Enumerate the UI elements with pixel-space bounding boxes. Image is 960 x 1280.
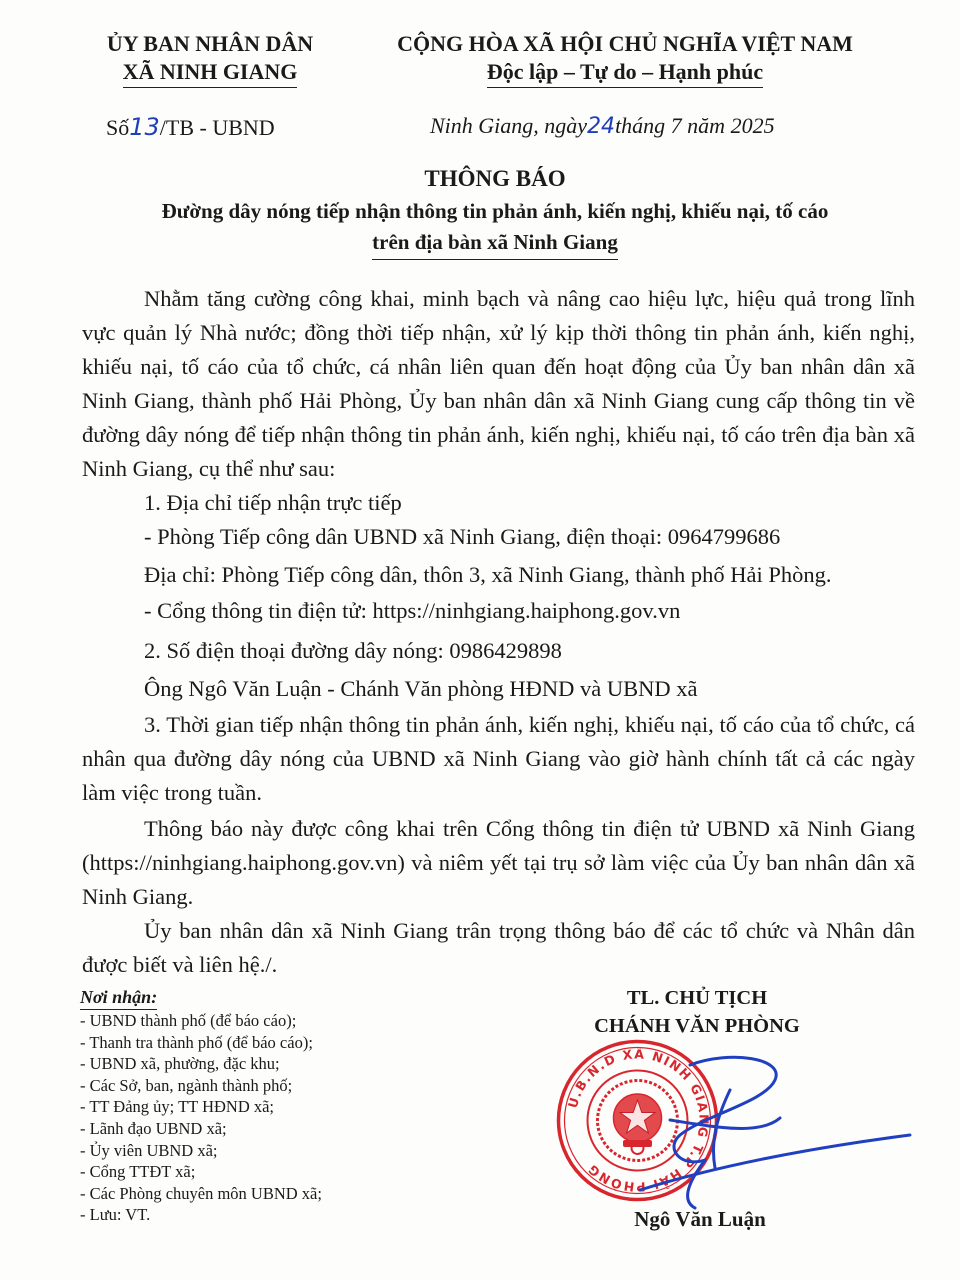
item1-address: Địa chỉ: Phòng Tiếp công dân, thôn 3, xã Ninh Giang, thành phố Hải Phòng. xyxy=(144,562,832,587)
intro-paragraph: Nhằm tăng cường công khai, minh bạch và nâng cao hiệu lực, hiệu quả trong lĩnh vực quản lý Nhà nước; đồng thời tiếp nhận, xử lý kịp thời thông tin phản ánh, kiến nghị, khiếu nại, tố cáo của tổ chức, cá nhân liên quan đến hoạt động của Ủy ban nhân dân xã Ninh Giang, thành phố Hải Phòng, Ủy ban nhân dân xã Ninh Giang cung cấp thông tin về đường dây nóng để tiếp nhận thông tin phản ánh, kiến nghị, khiếu nại, tố cáo trên địa bàn xã Ninh Giang, cụ thể như sau: xyxy=(82,286,915,481)
signature-line-2: CHÁNH VĂN PHÒNG xyxy=(594,1015,800,1037)
seal-ring-text: U.B.N.D XÃ NINH GIANG T.P HẢI PHÒNG xyxy=(564,1046,712,1195)
publish-paragraph: Thông báo này được công khai trên Cổng thông tin điện tử UBND xã Ninh Giang (https://ninhgiang.haiphong.gov.vn) và niêm yết tại trụ sở làm việc của Ủy ban nhân dân xã Ninh Giang. xyxy=(82,816,915,909)
document-number: Số13/TB - UBND xyxy=(106,113,275,141)
signature-title xyxy=(556,984,838,1040)
authority-line-1: ỦY BAN NHÂN DÂN xyxy=(106,31,314,56)
nation-name: CỘNG HÒA XÃ HỘI CHỦ NGHĨA VIỆT NAM xyxy=(397,31,853,56)
handwritten-signature-icon xyxy=(610,1040,920,1220)
document-subtitle xyxy=(60,196,930,260)
handwritten-number: 13 xyxy=(129,113,160,141)
recipient-item: - Lưu: VT. xyxy=(80,1205,151,1225)
recipient-item: - Cổng TTĐT xã; xyxy=(80,1162,196,1182)
recipient-item: - Lãnh đạo UBND xã; xyxy=(80,1118,227,1138)
signature-line-1: TL. CHỦ TỊCH xyxy=(626,987,768,1009)
closing-paragraph: Ủy ban nhân dân xã Ninh Giang trân trọng thông báo để các tổ chức và Nhân dân được biết và liên hệ./. xyxy=(82,918,915,977)
item1-heading: 1. Địa chỉ tiếp nhận trực tiếp xyxy=(144,490,402,515)
recipient-item: - Ủy viên UBND xã; xyxy=(80,1140,218,1160)
document-date: Ninh Giang, ngày24tháng 7 năm 2025 xyxy=(430,113,775,139)
recipients-title: Nơi nhận: xyxy=(80,987,157,1010)
subtitle-line-2: trên địa bàn xã Ninh Giang xyxy=(60,227,930,260)
signer-name: Ngô Văn Luận xyxy=(634,1207,766,1231)
recipient-item: - UBND thành phố (để báo cáo); xyxy=(80,1011,297,1030)
recipients-list xyxy=(80,1010,322,1226)
recipient-item: - Thanh tra thành phố (để báo cáo); xyxy=(80,1032,313,1052)
handwritten-day: 24 xyxy=(587,114,616,139)
item1-portal: - Cổng thông tin điện tử: https://ninhgiang.haiphong.gov.vn xyxy=(144,598,681,623)
issuing-authority xyxy=(60,30,360,88)
recipient-item: - UBND xã, phường, đặc khu; xyxy=(80,1054,280,1074)
item3-paragraph: 3. Thời gian tiếp nhận thông tin phản ánh, kiến nghị, khiếu nại, tố cáo của tổ chức, cá nhân qua đường dây nóng của UBND xã Ninh Giang vào giờ hành chính tất cả các ngày làm việc trong tuần. xyxy=(82,712,915,805)
authority-line-2: XÃ NINH GIANG xyxy=(60,58,360,88)
item2-person: Ông Ngô Văn Luận - Chánh Văn phòng HĐND và UBND xã xyxy=(144,676,698,701)
recipient-item: - TT Đảng ủy; TT HĐND xã; xyxy=(80,1097,275,1117)
subtitle-line-1: Đường dây nóng tiếp nhận thông tin phản ánh, kiến nghị, khiếu nại, tố cáo xyxy=(161,199,829,223)
national-motto: Độc lập – Tự do – Hạnh phúc xyxy=(360,58,890,88)
recipient-item: - Các Phòng chuyên môn UBND xã; xyxy=(80,1183,322,1203)
item2-heading: 2. Số điện thoại đường dây nóng: 0986429898 xyxy=(144,638,562,663)
item1-office: - Phòng Tiếp công dân UBND xã Ninh Giang, điện thoại: 0964799686 xyxy=(144,524,781,549)
recipient-item: - Các Sở, ban, ngành thành phố; xyxy=(80,1075,293,1095)
national-heading xyxy=(360,30,890,88)
document-title: THÔNG BÁO xyxy=(424,166,566,191)
